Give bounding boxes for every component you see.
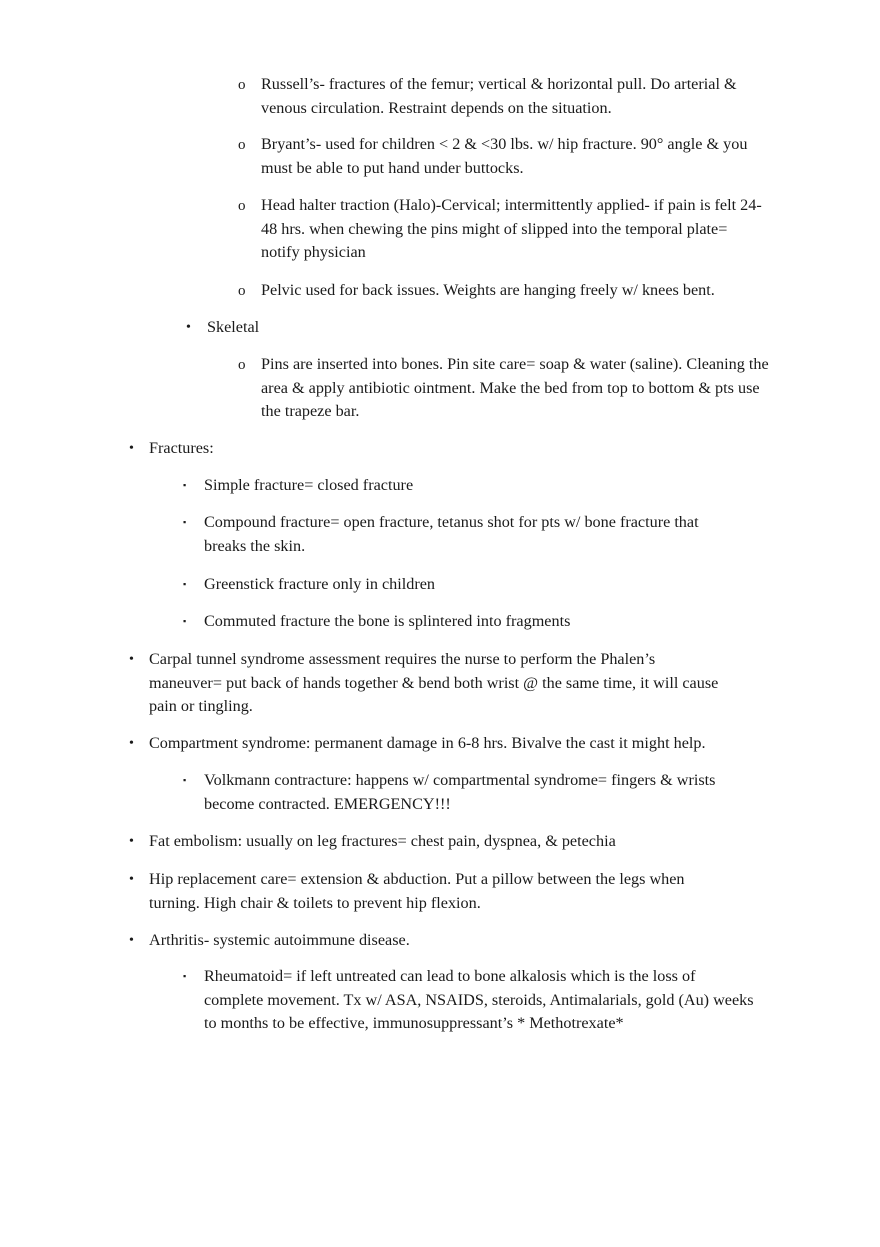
list-marker: ▪ [183, 480, 187, 490]
list-item-compound-fracture [183, 511, 753, 558]
list-marker: ▪ [183, 971, 187, 981]
list-item-russells [238, 73, 768, 120]
list-item-text: Volkmann contracture: happens w/ compartmental syndrome= fingers & wrists become contracted. EMERGENCY!!! [204, 771, 716, 813]
list-item-text: Commuted fracture the bone is splintered into fragments [204, 612, 571, 630]
list-item-text: Bryant’s- used for children < 2 & <30 lbs. w/ hip fracture. 90° angle & you must be able to put hand under buttocks. [261, 135, 748, 177]
list-item-greenstick-fracture [183, 573, 753, 597]
list-marker: ▪ [183, 579, 187, 589]
list-marker: o [238, 198, 246, 214]
list-item-skeletal [186, 316, 746, 340]
list-item-text: Greenstick fracture only in children [204, 575, 436, 593]
list-item-text: Simple fracture= closed fracture [204, 476, 414, 494]
list-item-hip-replacement [129, 868, 749, 915]
list-item-text: Head halter traction (Halo)-Cervical; intermittently applied- if pain is felt 24-48 hrs. when chewing the pins might of slipped into the temporal plate= notify physician [261, 196, 762, 261]
list-marker: o [238, 137, 246, 153]
list-item-rheumatoid [183, 965, 763, 1036]
list-marker: ▪ [183, 616, 187, 626]
list-item-commuted-fracture [183, 610, 753, 634]
list-marker: • [129, 441, 134, 456]
list-item-compartment-syndrome [129, 732, 769, 756]
list-item-text: Pelvic used for back issues. Weights are hanging freely w/ knees bent. [261, 281, 715, 299]
list-item-pins [238, 353, 778, 424]
list-marker: • [129, 933, 134, 948]
list-item-text: Skeletal [207, 318, 260, 336]
list-marker: ▪ [183, 775, 187, 785]
list-item-text: Compound fracture= open fracture, tetanus shot for pts w/ bone fracture that breaks the skin. [204, 513, 699, 555]
list-marker: • [129, 652, 134, 667]
list-marker: • [129, 834, 134, 849]
list-marker: o [238, 283, 246, 299]
list-item-head-halter [238, 194, 768, 265]
list-marker: o [238, 77, 246, 93]
list-marker: • [186, 320, 191, 335]
list-item-fat-embolism [129, 830, 749, 854]
list-marker: • [129, 736, 134, 751]
list-item-text: Rheumatoid= if left untreated can lead to bone alkalosis which is the loss of complete movement. Tx w/ ASA, NSAIDS, steroids, Antimalarials, gold (Au) weeks to months to be effective, immunosuppressant’s * Methotrexate* [204, 967, 754, 1032]
list-item-text: Compartment syndrome: permanent damage in 6-8 hrs. Bivalve the cast it might help. [149, 734, 706, 752]
list-item-pelvic [238, 279, 768, 303]
list-marker: • [129, 872, 134, 887]
list-marker: o [238, 357, 246, 373]
list-item-text: Fat embolism: usually on leg fractures= chest pain, dyspnea, & petechia [149, 832, 616, 850]
list-marker: ▪ [183, 517, 187, 527]
list-item-carpal-tunnel [129, 648, 749, 719]
list-item-simple-fracture [183, 474, 753, 498]
list-item-arthritis [129, 929, 749, 953]
list-item-fractures [129, 437, 749, 461]
list-item-text: Fractures: [149, 439, 214, 457]
list-item-volkmann [183, 769, 763, 816]
list-item-text: Pins are inserted into bones. Pin site care= soap & water (saline). Cleaning the area & apply antibiotic ointment. Make the bed from top to bottom & pts use the trapeze bar. [261, 355, 769, 420]
list-item-text: Russell’s- fractures of the femur; vertical & horizontal pull. Do arterial & venous circulation. Restraint depends on the situation. [261, 75, 737, 117]
list-item-text: Carpal tunnel syndrome assessment requires the nurse to perform the Phalen’s maneuver= put back of hands together & bend both wrist @ the same time, it will cause pain or tingling. [149, 650, 719, 715]
list-item-text: Hip replacement care= extension & abduction. Put a pillow between the legs when turning. High chair & toilets to prevent hip flexion. [149, 870, 685, 912]
list-item-bryants [238, 133, 768, 180]
list-item-text: Arthritis- systemic autoimmune disease. [149, 931, 410, 949]
